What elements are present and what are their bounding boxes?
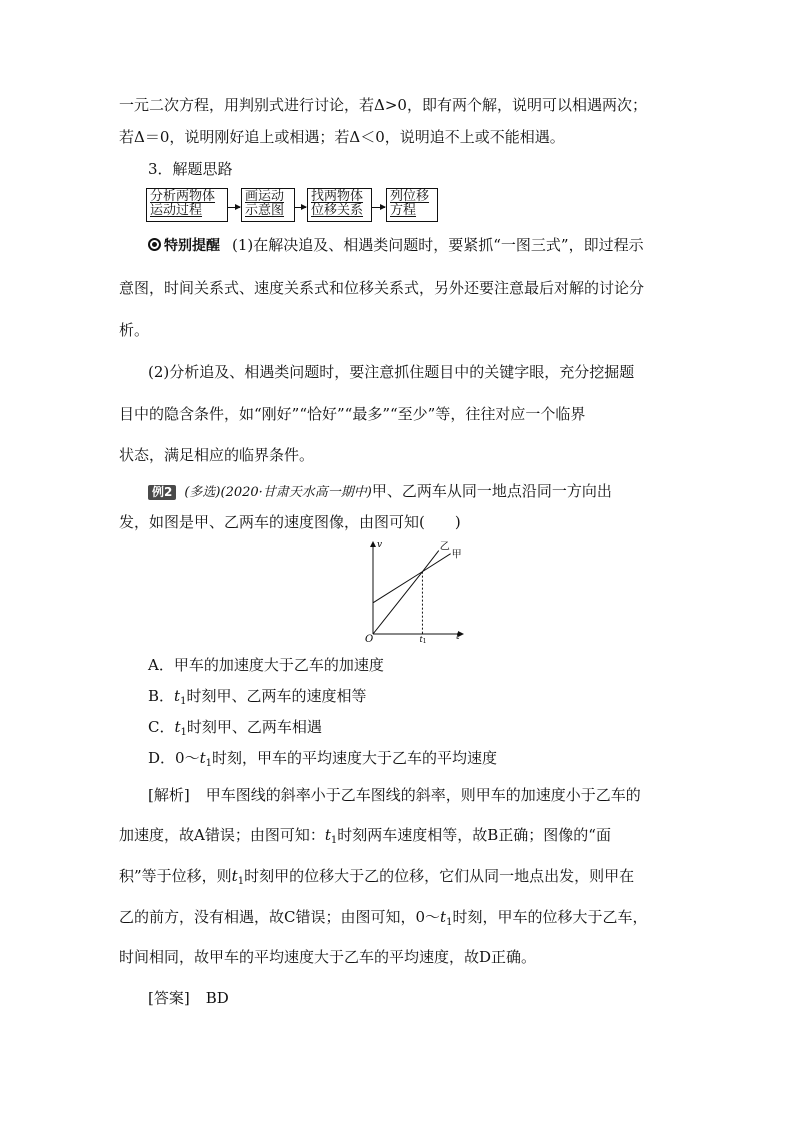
flow-step-3-line1: 找两物体 xyxy=(311,189,364,204)
tip-line-5: 目中的隐含条件，如“刚好”“恰好”“最多”“至少”等，往往对应一个临界 xyxy=(119,405,586,423)
option-b xyxy=(148,689,366,707)
tip-text: (1)在解决追及、相遇类问题时，要紧抓“一图三式”，即过程示 xyxy=(232,236,644,254)
analysis-sub-4: 1 xyxy=(446,917,453,928)
tip-line-3: 析。 xyxy=(119,321,150,339)
option-a: A．甲车的加速度大于乙车的加速度 xyxy=(148,656,384,674)
option-d-prefix: D．0～ xyxy=(148,749,200,767)
option-c-var: t xyxy=(174,718,181,736)
option-b-text: 时刻甲、乙两车的速度相等 xyxy=(186,687,367,705)
example-line-1 xyxy=(148,484,612,500)
analysis-sub-3: 1 xyxy=(237,876,245,887)
t1-var: t xyxy=(419,635,423,644)
analysis-line-3 xyxy=(119,869,634,887)
section-heading: 3．解题思路 xyxy=(148,160,233,178)
flow-step-1 xyxy=(146,188,228,222)
example-stem-2: 发，如图是甲、乙两车的速度图像，由图可知( ) xyxy=(119,513,461,531)
example-stem-1: 甲、乙两车从同一地点沿同一方向出 xyxy=(371,482,612,500)
flow-arrow-icon xyxy=(228,207,240,208)
y-axis-label: v xyxy=(377,540,383,550)
flow-step-3 xyxy=(307,188,372,222)
analysis-text-4a: 乙的前方，没有相遇，故C错误；由图可知，0～ xyxy=(119,908,441,926)
tip-line-6: 状态，满足相应的临界条件。 xyxy=(119,446,315,464)
analysis-text-3b: 时刻甲的位移大于乙的位移，它们从同一地点出发，则甲在 xyxy=(244,867,635,885)
option-b-sub: 1 xyxy=(180,696,187,707)
analysis-text-3a: 积”等于位移，则 xyxy=(119,867,232,885)
option-d-text: 时刻，甲车的平均速度大于乙车的平均速度 xyxy=(211,749,497,767)
option-d-sub: 1 xyxy=(205,758,212,769)
flow-arrow-icon xyxy=(372,207,385,208)
option-c-text: 时刻甲、乙两车相遇 xyxy=(186,718,322,736)
tip-line-4: (2)分析追及、相遇类问题时，要注意抓住题目中的关键字眼，充分挖掘题 xyxy=(148,363,635,381)
analysis-line-1 xyxy=(148,788,641,803)
option-d-var: t xyxy=(199,749,206,767)
series-label-yi: 乙 xyxy=(439,541,450,553)
analysis-var-2: t xyxy=(324,826,331,844)
flow-step-4-line1: 列位移 xyxy=(390,189,430,204)
analysis-text-2b: 时刻两车速度相等，故B正确；图像的“面 xyxy=(337,826,611,844)
option-c-prefix: C． xyxy=(148,718,175,736)
t1-label xyxy=(419,635,426,644)
answer-value: BD xyxy=(205,989,229,1007)
option-d xyxy=(148,751,497,769)
option-b-prefix: B． xyxy=(148,687,175,705)
x-axis-label: t xyxy=(456,632,460,642)
tip-target-icon xyxy=(148,238,161,251)
analysis-line-4 xyxy=(119,910,647,928)
analysis-sub-2: 1 xyxy=(330,835,338,846)
tip-label: 特别提醒 xyxy=(164,238,220,254)
velocity-time-graph xyxy=(360,536,470,644)
flow-step-1-line2: 运动过程 xyxy=(150,203,203,218)
flow-step-2-line1: 画运动 xyxy=(245,189,285,204)
flow-step-2 xyxy=(241,188,295,222)
option-c xyxy=(148,720,322,738)
analysis-var-4: t xyxy=(440,908,447,926)
flow-step-1-line1: 分析两物体 xyxy=(150,189,216,204)
answer-label: [答案] xyxy=(148,989,190,1007)
origin-label: O xyxy=(365,634,374,644)
option-b-var: t xyxy=(174,687,181,705)
series-line-jia xyxy=(373,554,451,603)
series-label-jia: 甲 xyxy=(451,549,462,561)
analysis-text-1: 甲车图线的斜率小于乙车图线的斜率，则甲车的加速度小于乙车的 xyxy=(205,786,641,804)
analysis-line-5: 时间相同，故甲车的平均速度大于乙车的平均速度，故D正确。 xyxy=(119,948,537,966)
example-badge: 例2 xyxy=(148,485,176,500)
flow-step-4 xyxy=(386,188,438,222)
flow-step-3-line2: 位移关系 xyxy=(311,203,364,218)
flow-arrow-icon xyxy=(295,207,306,208)
analysis-label: [解析] xyxy=(148,786,190,804)
option-c-sub: 1 xyxy=(180,727,187,738)
flow-step-2-line2: 示意图 xyxy=(245,203,285,218)
analysis-text-4b: 时刻，甲车的位移大于乙车， xyxy=(452,908,648,926)
answer-line xyxy=(148,991,229,1006)
tip-line-2: 意图，时间关系式、速度关系式和位移关系式，另外还要注意最后对解的讨论分 xyxy=(119,279,645,297)
tip-line-1 xyxy=(148,238,644,253)
analysis-text-2a: 加速度，故A错误；由图可知： xyxy=(119,826,325,844)
example-source: (多选)(2020·甘肃天水高一期中) xyxy=(184,485,372,500)
series-line-yi xyxy=(373,551,439,634)
intro-line-2: 若Δ＝0，说明刚好追上或相遇；若Δ＜0，说明追不上或不能相遇。 xyxy=(119,128,565,146)
analysis-line-2 xyxy=(119,828,611,846)
analysis-var-3: t xyxy=(231,867,238,885)
flow-step-4-line2: 方程 xyxy=(390,203,417,218)
t1-sub: 1 xyxy=(422,638,427,644)
intro-line-1: 一元二次方程，用判别式进行讨论，若Δ>0，即有两个解，说明可以相遇两次； xyxy=(119,96,647,114)
